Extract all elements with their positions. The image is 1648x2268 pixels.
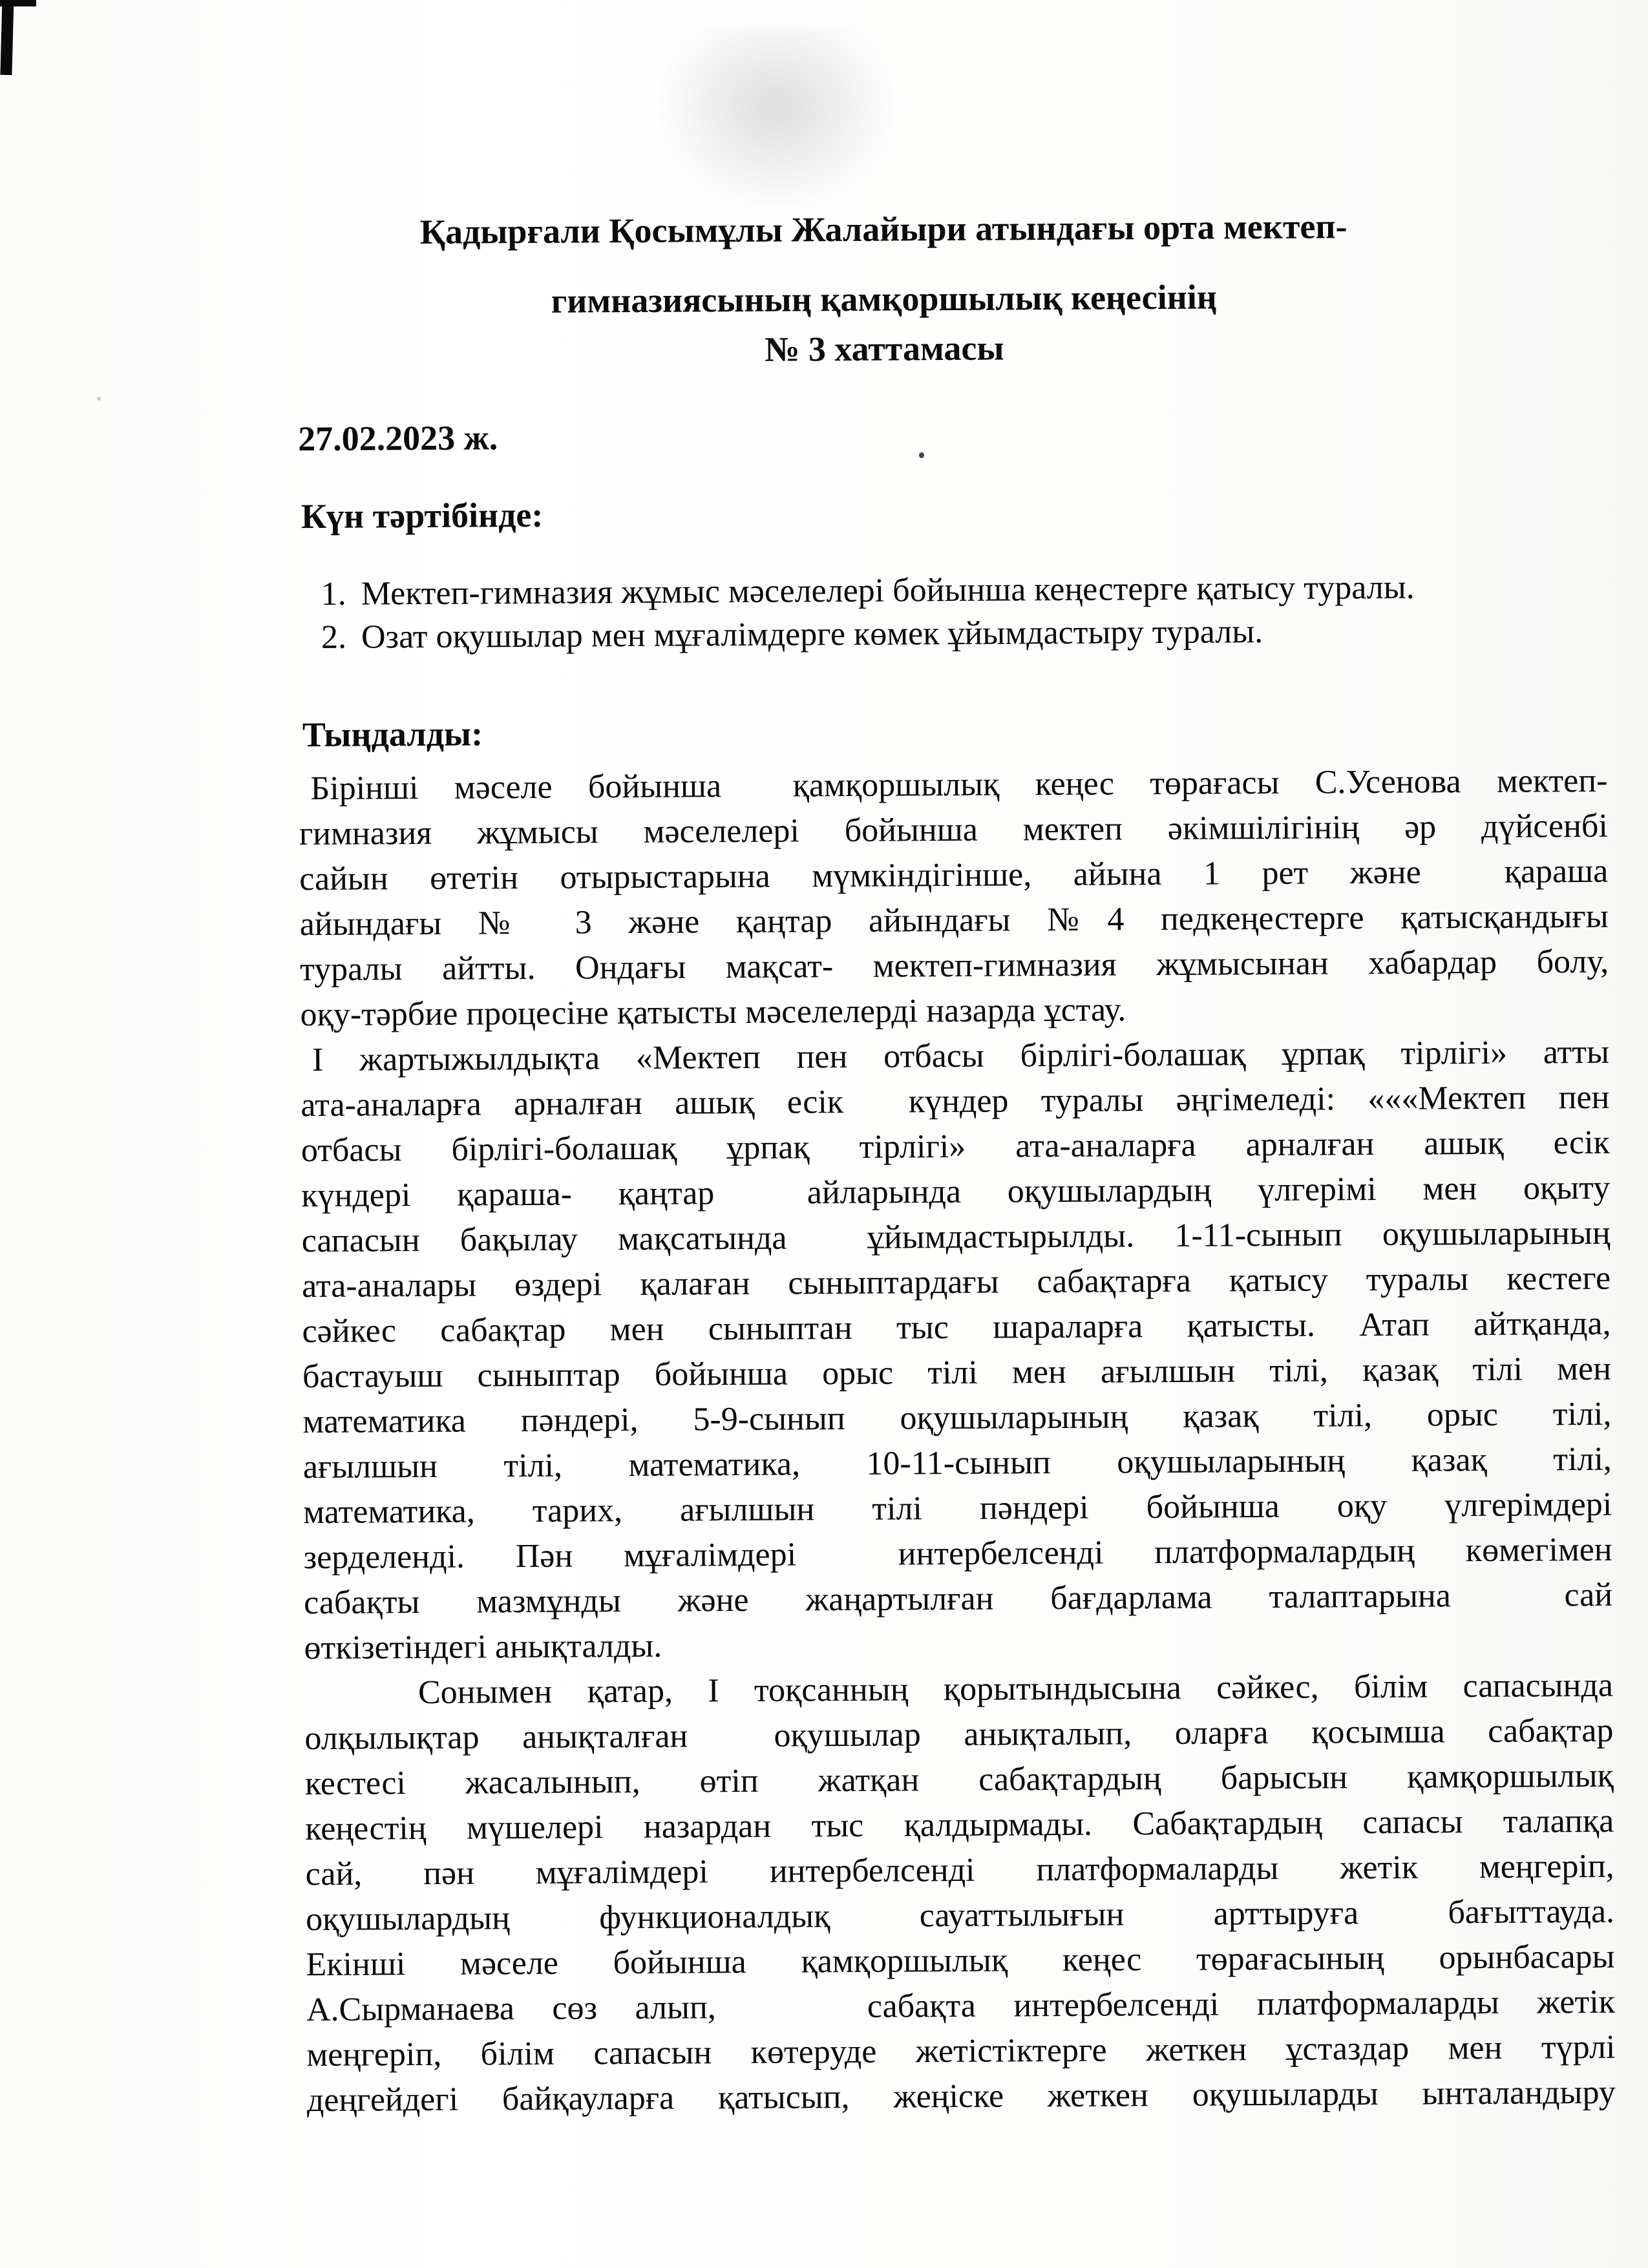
body-line: күндері қараша- қаңтар айларында оқушылардың үлгерімі мен оқыту	[301, 1169, 1611, 1215]
agenda-item-number: 2.	[321, 618, 347, 656]
body-line: математика пәндері, 5-9-сынып оқушыларының қазақ тілі, орыс тілі,	[302, 1395, 1612, 1441]
document-title	[295, 191, 1472, 337]
scan-corner-mark	[0, 0, 14, 75]
body-line: Бірінші мәселе бойынша қамқоршылық кеңес төрағасы С.Усенова мектеп-	[310, 762, 1608, 808]
body-line: оқушылардың функционалдық сауаттылығын арттыруға бағыттауда.	[305, 1893, 1615, 1938]
agenda-heading: Күн тәртібінде:	[301, 495, 544, 536]
heard-heading: Тыңдалды:	[302, 714, 483, 755]
body-line: сәйкес сабақтар мен сыныптан тыс шараларға қатысты. Атап айтқанда,	[302, 1305, 1611, 1350]
document-date: 27.02.2023 ж.	[297, 418, 498, 459]
body-line: кестесі жасалынып, өтіп жатқан сабақтардың барысын қамқоршылық	[304, 1757, 1614, 1803]
body-line: математика, тарих, ағылшын тілі пәндері бойынша оқу үлгерімдері	[303, 1486, 1612, 1531]
body-line: олқылықтар анықталған оқушылар анықталып, оларға қосымша сабақтар	[304, 1712, 1614, 1758]
document-content	[294, 0, 1616, 2268]
body-line: кеңестің мүшелері назардан тыс қалдырмады. Сабақтардың сапасы талапқа	[305, 1802, 1614, 1848]
protocol-number-heading: № 3 хаттамасы	[764, 328, 1004, 369]
body-line: сапасын бақылау мақсатында ұйымдастырылды. 1-11-сынып оқушыларының	[301, 1214, 1611, 1260]
agenda-item-number: 1.	[321, 575, 346, 613]
document-title-line1: Қадырғали Қосымұлы Жалайыри атындағы орта мектеп-	[419, 207, 1347, 251]
body-line: деңгейдегі байқауларға қатысып, жеңіске жеткен оқушыларды ынталандыру	[306, 2074, 1616, 2119]
body-line: Сонымен қатар, І тоқсанның қорытындысына сәйкес, білім сапасында	[417, 1666, 1614, 1712]
agenda-item-text: Мектеп-гимназия жұмыс мәселелері бойынша кеңестерге қатысу туралы.	[361, 569, 1415, 613]
agenda-list	[297, 565, 1607, 659]
agenda-item-text: Озат оқушылар мен мұғалімдерге көмек ұйымдастыру туралы.	[361, 613, 1263, 656]
body-line: сайын өтетін отырыстарына мүмкіндігінше, айына 1 рет және қараша	[299, 852, 1609, 898]
body-line: гимназия жұмысы мәселелері бойынша мектеп әкімшілігінің әр дүйсенбі	[299, 807, 1609, 853]
scan-corner-mark-top	[0, 0, 36, 6]
body-line: сабақты мазмұнды және жаңартылған бағдарлама талаптарына сай	[303, 1576, 1613, 1622]
body-line: оқу-тәрбие процесіне қатысты мәселелерді назарда ұстау.	[300, 991, 1126, 1034]
agenda-item	[297, 565, 1606, 616]
body-line: туралы айтты. Ондағы мақсат- мектеп-гимназия жұмысынан хабардар болу,	[299, 943, 1609, 989]
scan-speck	[97, 397, 101, 401]
body-line: І жартыжылдықта «Мектеп пен отбасы бірлігі-болашақ ұрпақ тірлігі» атты	[312, 1033, 1610, 1079]
body-line: отбасы бірлігі-болашақ ұрпақ тірлігі» ата-аналарға арналған ашық есік	[301, 1124, 1610, 1170]
document-title-line2: гимназиясының қамқоршылық кеңесінің	[551, 277, 1218, 320]
body-line: зерделенді. Пән мұғалімдері интербелсенді платформалардың көмегімен	[303, 1531, 1612, 1577]
body-line: А.Сырманаева сөз алып, сабақта интербелсенді платформаларды жетік	[306, 1983, 1616, 2029]
body-line: өткізетіндегі анықталды.	[304, 1627, 662, 1667]
body-line: айындағы № 3 және қаңтар айындағы №4 педкеңестерге қатысқандығы	[299, 898, 1609, 943]
body-line: меңгеріп, білім сапасын көтеруде жетістіктерге жеткен ұстаздар мен түрлі	[306, 2028, 1616, 2074]
body-line: ағылшын тілі, математика, 10-11-сынып оқушыларының қазақ тілі,	[302, 1440, 1612, 1486]
agenda-item	[298, 608, 1607, 659]
body-line: ата-аналарға арналған ашық есік күндер туралы әңгімеледі: «««Мектеп пен	[301, 1078, 1610, 1124]
body-line: ата-аналары өздері қалаған сыныптардағы сабақтарға қатысу туралы кестеге	[301, 1259, 1611, 1305]
body-line: сай, пән мұғалімдері интербелсенді платформаларды жетік меңгеріп,	[305, 1847, 1614, 1893]
body-paragraphs	[299, 759, 1616, 2123]
body-line: бастауыш сыныптар бойынша орыс тілі мен ағылшын тілі, қазақ тілі мен	[302, 1350, 1612, 1396]
body-line: Екінші мәселе бойынша қамқоршылық кеңес төрағасының орынбасары	[306, 1938, 1615, 1984]
